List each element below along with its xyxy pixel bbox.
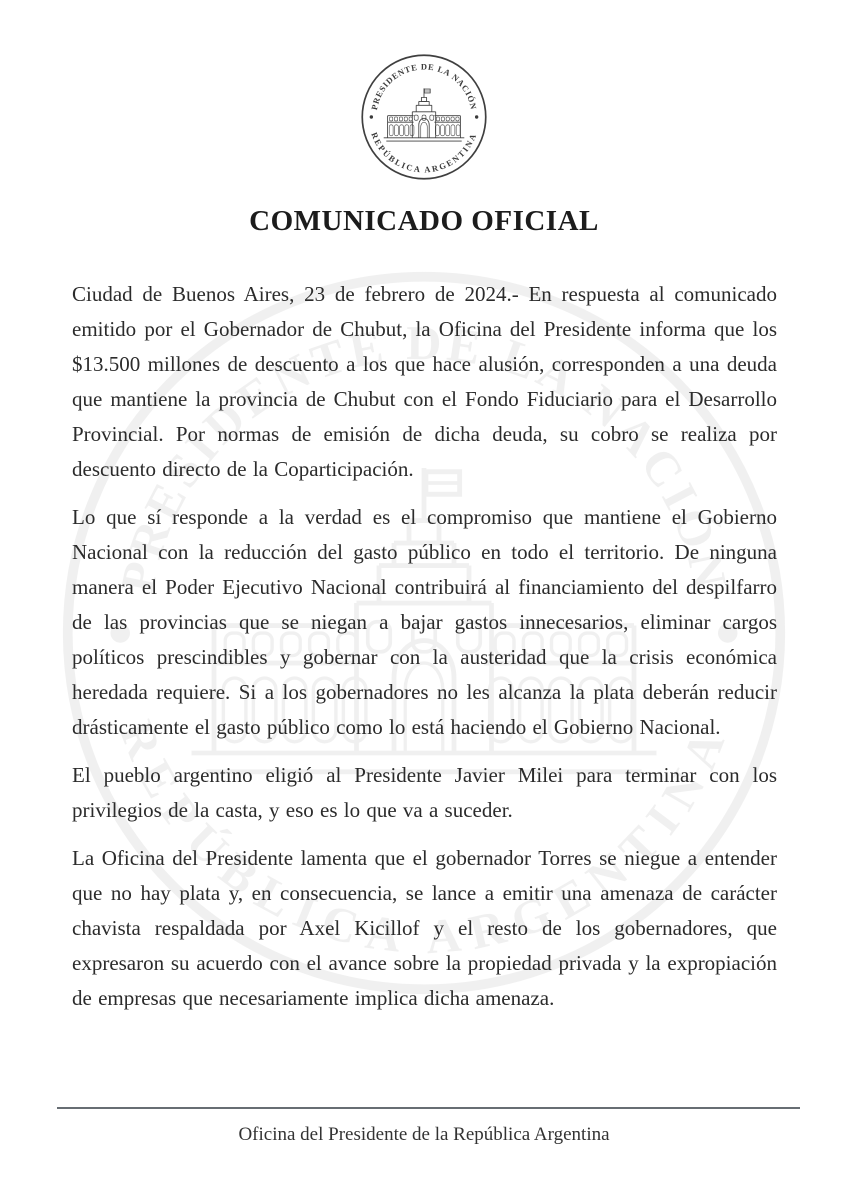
- paragraph-4: La Oficina del Presidente lamenta que el gobernador Torres se niegue a entender que no hay plata y, en consecuencia, se lance a emitir una amenaza de carácter chavista respaldada por Axel Kicillof y el resto de los gobernadores, que expresaron su acuerdo con el avance sobre la propiedad privada y la expropiación de empresas que necesariamente implica dicha amenaza.: [72, 846, 777, 1010]
- seal-right-dot: [475, 115, 478, 118]
- paragraph-2: Lo que sí responde a la verdad es el compromiso que mantiene el Gobierno Nacional con la reducción del gasto público en todo el territorio. De ninguna manera el Poder Ejecutivo Nacional contribuirá al financiamiento del despilfarro de las provincias que se niegan a bajar gastos innecesarios, eliminar cargos políticos prescindibles y gobernar con la austeridad que la crisis económica heredada requiere. Si a los gobernadores no les alcanza la plata deberán reducir drásticamente el gasto público como lo está haciendo el Gobierno Nacional.: [72, 505, 777, 739]
- presidential-seal: [359, 52, 489, 182]
- casa-rosada-drawing: [384, 88, 465, 141]
- communique-body: [72, 277, 777, 1016]
- seal-outer-circle: [362, 55, 486, 179]
- page-title: COMUNICADO OFICIAL: [249, 205, 599, 237]
- seal-ring-bottom-text: REPÚBLICA ARGENTINA: [369, 130, 479, 175]
- footer-label: Oficina del Presidente de la República Argentina: [238, 1124, 610, 1145]
- paragraph-3: El pueblo argentino eligió al Presidente Javier Milei para terminar con los privilegios de la casta, y eso es lo que va a suceder.: [72, 763, 777, 822]
- footer-divider: [57, 1107, 800, 1109]
- paragraph-1: Ciudad de Buenos Aires, 23 de febrero de 2024.- En respuesta al comunicado emitido por el Gobernador de Chubut, la Oficina del Presidente informa que los $13.500 millones de descuento a los que hace alusión, corresponden a una deuda que mantiene la provincia de Chubut con el Fondo Fiduciario para el Desarrollo Provincial. Por normas de emisión de dicha deuda, su cobro se realiza por descuento directo de la Coparticipación.: [72, 282, 777, 481]
- seal-left-dot: [370, 115, 373, 118]
- seal-ring-top-text: PRESIDENTE DE LA NACIÓN: [369, 61, 479, 111]
